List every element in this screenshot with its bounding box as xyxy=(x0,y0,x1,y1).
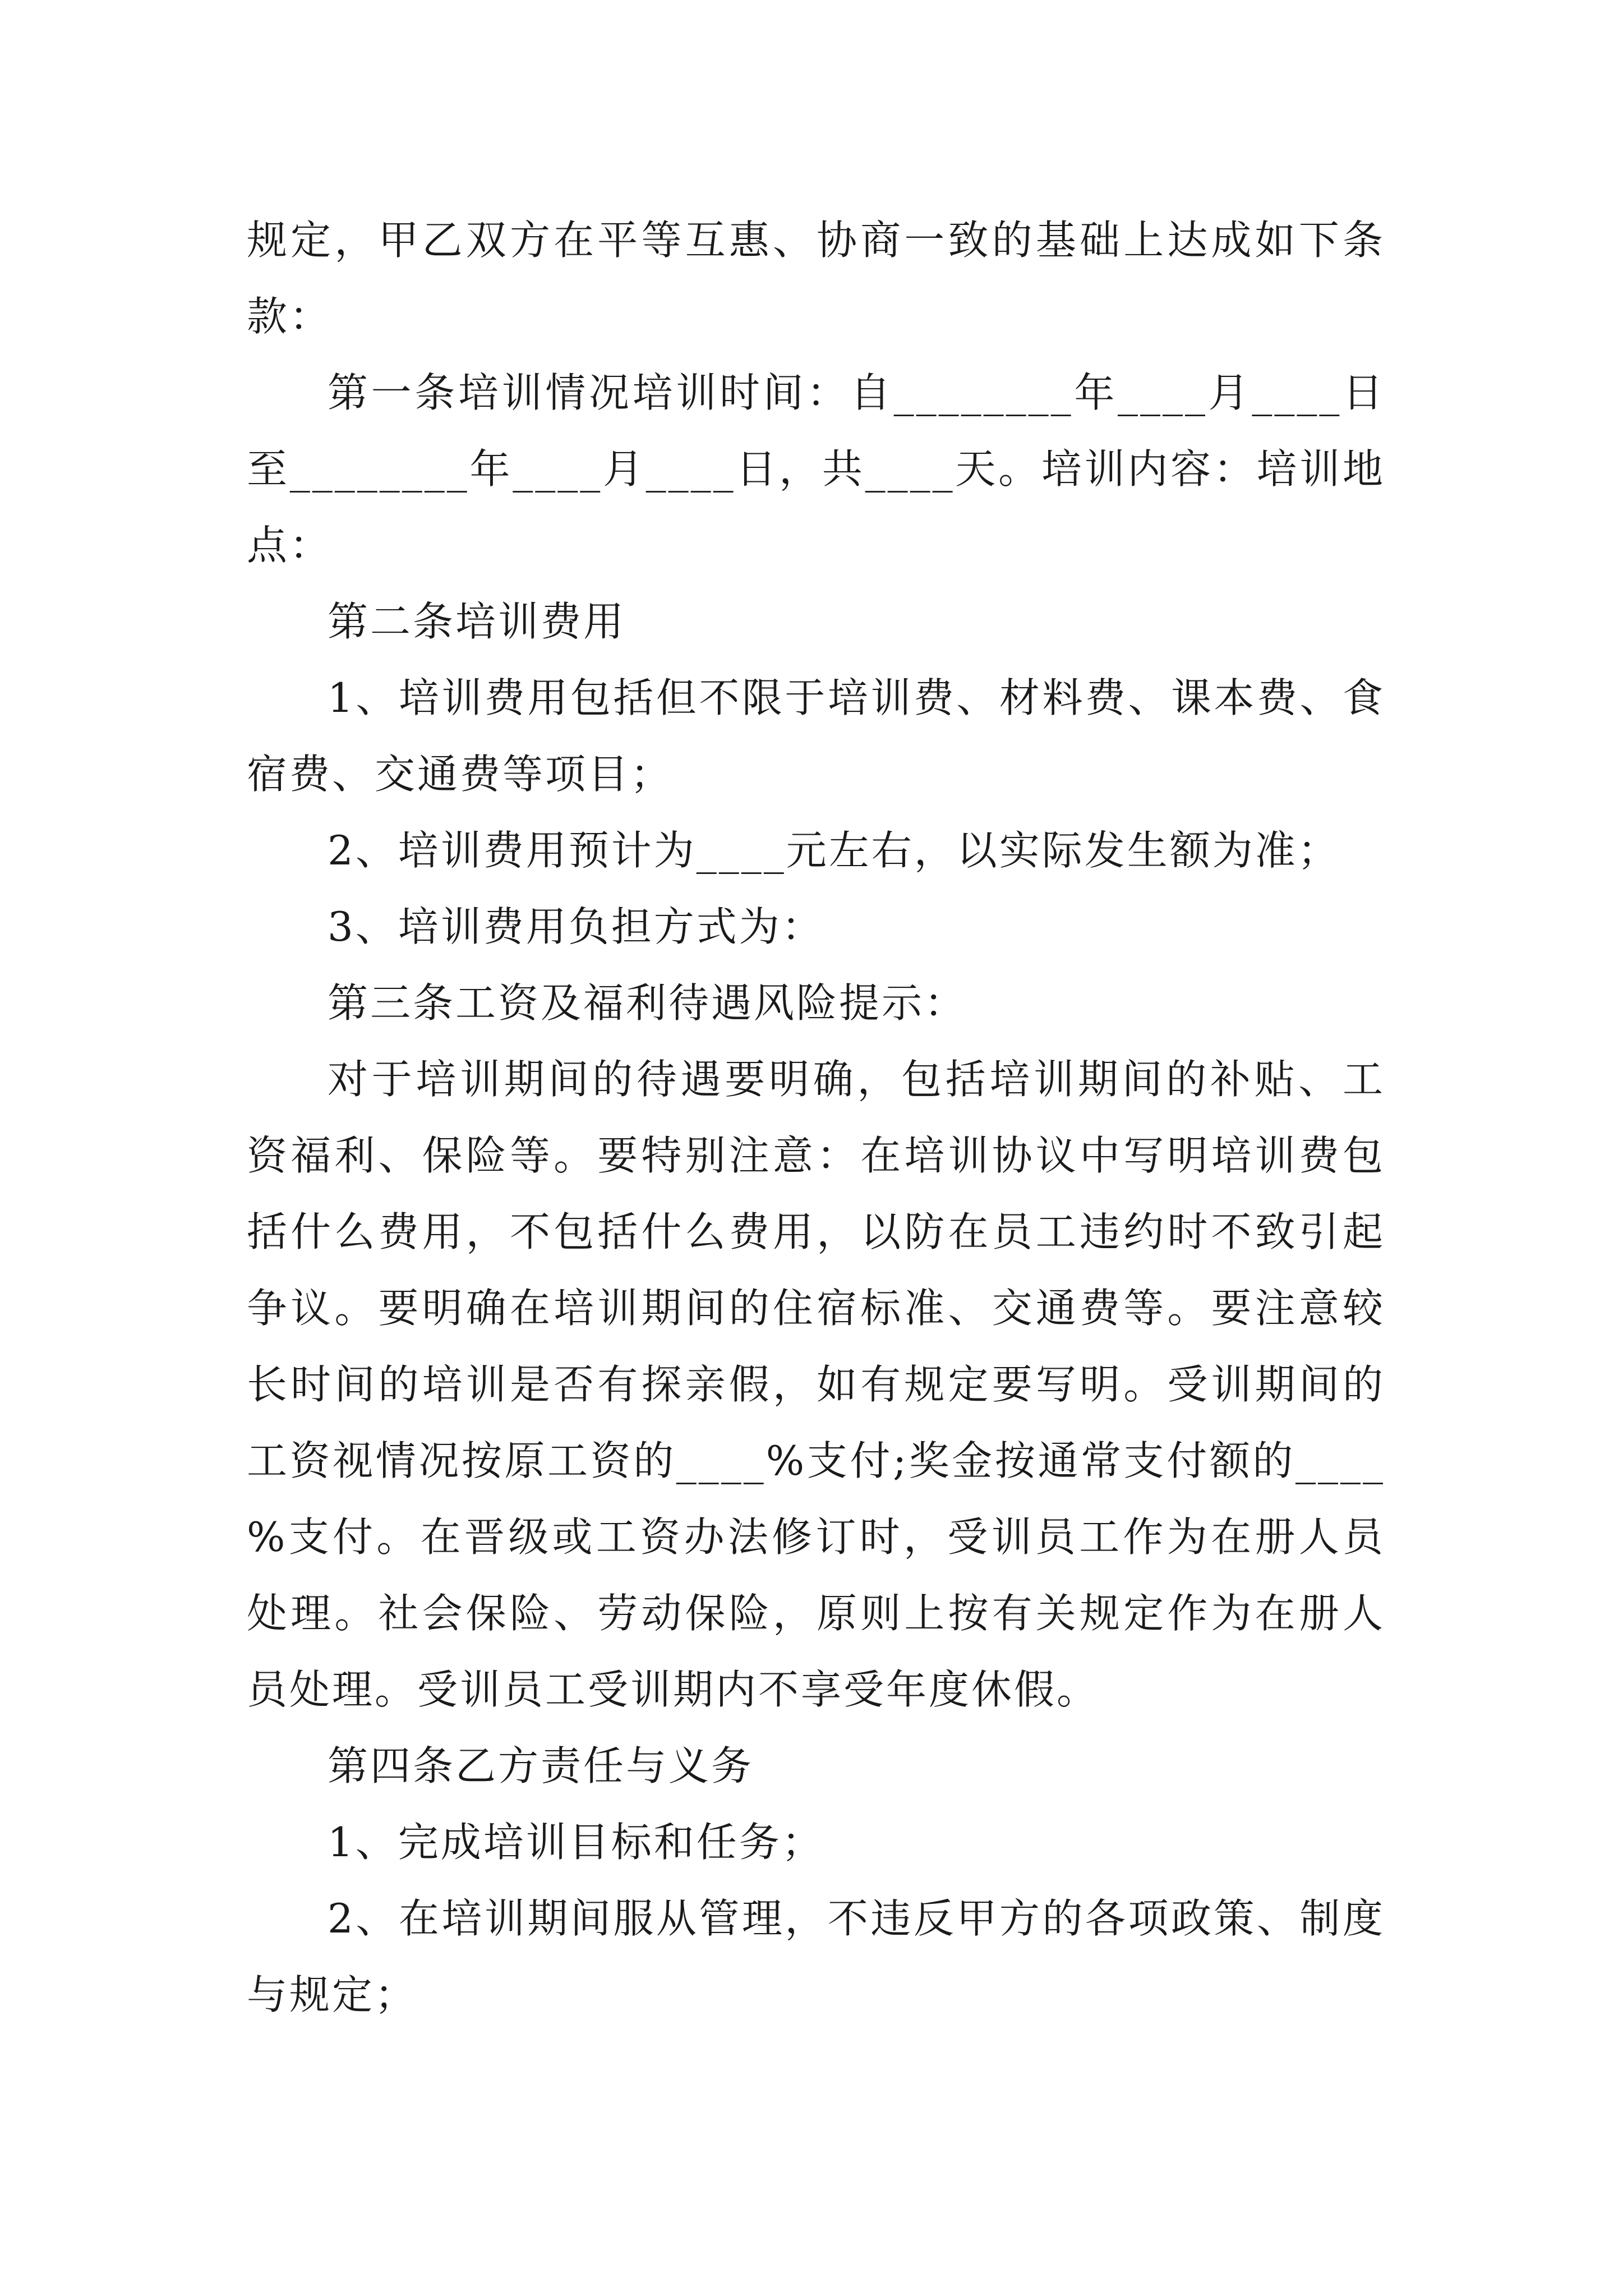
paragraph-article-1-training: 第一条培训情况培训时间：自________年____月____日至________年____月____日，共____天。培训内容：培训地点： xyxy=(247,369,1385,569)
paragraph-article-4-item-2: 2、在培训期间服从管理，不违反甲方的各项政策、制度与规定； xyxy=(247,1895,1385,2018)
paragraph-terms-intro: 规定，甲乙双方在平等互惠、协商一致的基础上达成如下条款： xyxy=(247,217,1385,340)
paragraph-article-4-heading: 第四条乙方责任与义务 xyxy=(328,1742,754,1789)
document-body xyxy=(247,202,1385,2033)
paragraph-article-3-body: 对于培训期间的待遇要明确，包括培训期间的补贴、工资福利、保险等。要特别注意：在培训协议中写明培训费包括什么费用，不包括什么费用，以防在员工违约时不致引起争议。要明确在培训期间的住宿标准、交通费等。要注意较长时间的培训是否有探亲假，如有规定要写明。受训期间的工资视情况按原工资的____%支付;奖金按通常支付额的____%支付。在晋级或工资办法修订时，受训员工作为在册人员处理。社会保险、劳动保险，原则上按有关规定作为在册人员处理。受训员工受训期内不享受年度休假。 xyxy=(247,1056,1385,1713)
paragraph-article-4-item-1: 1、完成培训目标和任务； xyxy=(328,1819,824,1866)
paragraph-article-2-item-3: 3、培训费用负担方式为： xyxy=(328,903,824,950)
paragraph-article-2-heading: 第二条培训费用 xyxy=(328,598,626,645)
paragraph-article-3-heading: 第三条工资及福利待遇风险提示： xyxy=(328,979,967,1027)
paragraph-article-2-item-2: 2、培训费用预计为____元左右，以实际发生额为准； xyxy=(328,827,1340,874)
paragraph-article-2-item-1: 1、培训费用包括但不限于培训费、材料费、课本费、食宿费、交通费等项目； xyxy=(247,674,1385,798)
